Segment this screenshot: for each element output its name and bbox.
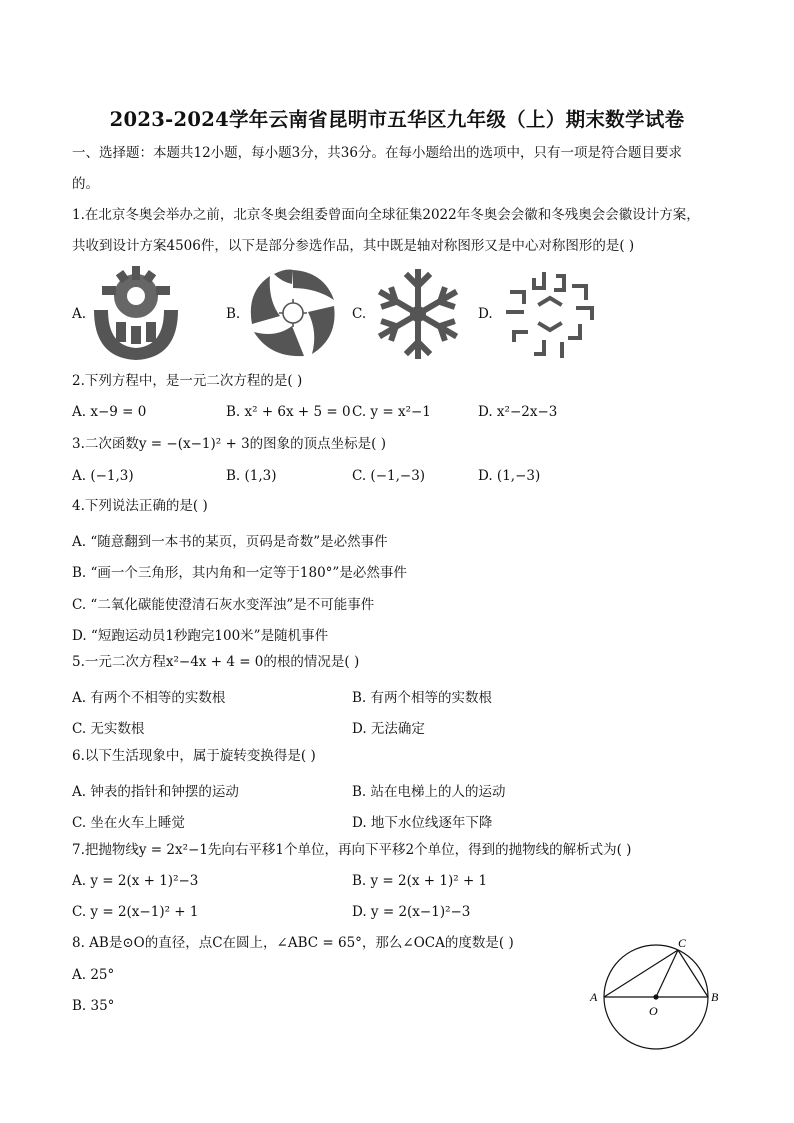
q5-option-c: C. 无实数根	[72, 721, 145, 737]
q3-option-d: D. (1,−3)	[478, 468, 541, 484]
q4-option-a: A. “随意翻到一本书的某页，页码是奇数”是必然事件	[72, 534, 388, 550]
q3-option-a: A. (−1,3)	[72, 468, 134, 484]
point-label-o: O	[649, 1004, 658, 1018]
q8-option-a: A. 25°	[72, 967, 115, 983]
emblem-a-image	[88, 262, 184, 362]
q6-option-d: D. 地下水位线逐年下降	[352, 815, 493, 831]
q7-option-c: C. y = 2(x−1)² + 1	[72, 904, 199, 920]
chord-bc	[678, 950, 708, 997]
q2-option-c: C. y = x²−1	[352, 404, 431, 420]
q7-option-a: A. y = 2(x + 1)²−3	[72, 873, 199, 889]
q5-option-a: A. 有两个不相等的实数根	[72, 690, 226, 706]
q2-option-d: D. x²−2x−3	[478, 404, 558, 420]
emblem-d-image	[500, 268, 600, 362]
exam-title: 2023-2024学年云南省昆明市五华区九年级（上）期末数学试卷	[109, 108, 685, 131]
q1-stem-line2: 共收到设计方案4506件，以下是部分参选作品，其中既是轴对称图形又是中心对称图形的是( )	[72, 238, 635, 254]
q5-stem: 5.一元二次方程x²−4x + 4 = 0的根的情况是( )	[72, 654, 360, 670]
section-instructions-line2: 的。	[72, 176, 99, 192]
point-label-c: C	[678, 936, 687, 950]
q7-option-d: D. y = 2(x−1)²−3	[352, 904, 471, 920]
q1-label-d: D.	[478, 306, 493, 322]
q5-option-b: B. 有两个相等的实数根	[352, 690, 493, 706]
q1-label-b: B.	[226, 306, 241, 322]
q4-option-c: C. “二氧化碳能使澄清石灰水变浑浊”是不可能事件	[72, 597, 375, 613]
q1-label-c: C.	[352, 306, 367, 322]
emblem-c-image	[370, 266, 466, 362]
center-point-o	[653, 994, 658, 999]
point-label-b: B	[711, 990, 719, 1004]
point-label-a: A	[590, 990, 598, 1004]
q3-stem: 3.二次函数y = −(x−1)² + 3的图象的顶点坐标是( )	[72, 436, 386, 452]
q6-option-a: A. 钟表的指针和钟摆的运动	[72, 784, 239, 800]
q7-option-b: B. y = 2(x + 1)² + 1	[352, 873, 488, 889]
q1-label-a: A.	[72, 306, 87, 322]
q8-option-b: B. 35°	[72, 998, 115, 1014]
q8-stem: 8. AB是⊙O的直径，点C在圆上，∠ABC = 65°，那么∠OCA的度数是( )	[72, 935, 514, 951]
q6-option-c: C. 坐在火车上睡觉	[72, 815, 185, 831]
q7-stem: 7.把抛物线y = 2x²−1先向右平移1个单位，再向下平移2个单位，得到的抛物线的解析式为( )	[72, 842, 632, 858]
q5-option-d: D. 无法确定	[352, 721, 425, 737]
q2-option-b: B. x² + 6x + 5 = 0	[226, 404, 351, 420]
q6-stem: 6.以下生活现象中，属于旋转变换得是( )	[72, 748, 316, 764]
q3-option-b: B. (1,3)	[226, 468, 277, 484]
section-instructions-line1: 一、选择题：本题共12小题，每小题3分，共36分。在每小题给出的选项中，只有一项是符合题目要求	[72, 145, 682, 161]
q6-option-b: B. 站在电梯上的人的运动	[352, 784, 506, 800]
q2-stem: 2.下列方程中，是一元二次方程的是( )	[72, 373, 303, 389]
q4-option-b: B. “画一个三角形，其内角和一定等于180°”是必然事件	[72, 565, 407, 581]
emblem-b-image	[246, 266, 340, 360]
q1-stem-line1: 1.在北京冬奥会举办之前，北京冬奥会组委曾面向全球征集2022年冬奥会会徽和冬残奥会会徽设计方案，	[72, 207, 700, 223]
q8-circle-figure	[586, 934, 726, 1054]
q2-option-a: A. x−9 = 0	[72, 404, 147, 420]
q3-option-c: C. (−1,−3)	[352, 468, 426, 484]
q4-stem: 4.下列说法正确的是( )	[72, 498, 208, 514]
q4-option-d: D. “短跑运动员1秒跑完100米”是随机事件	[72, 628, 329, 644]
